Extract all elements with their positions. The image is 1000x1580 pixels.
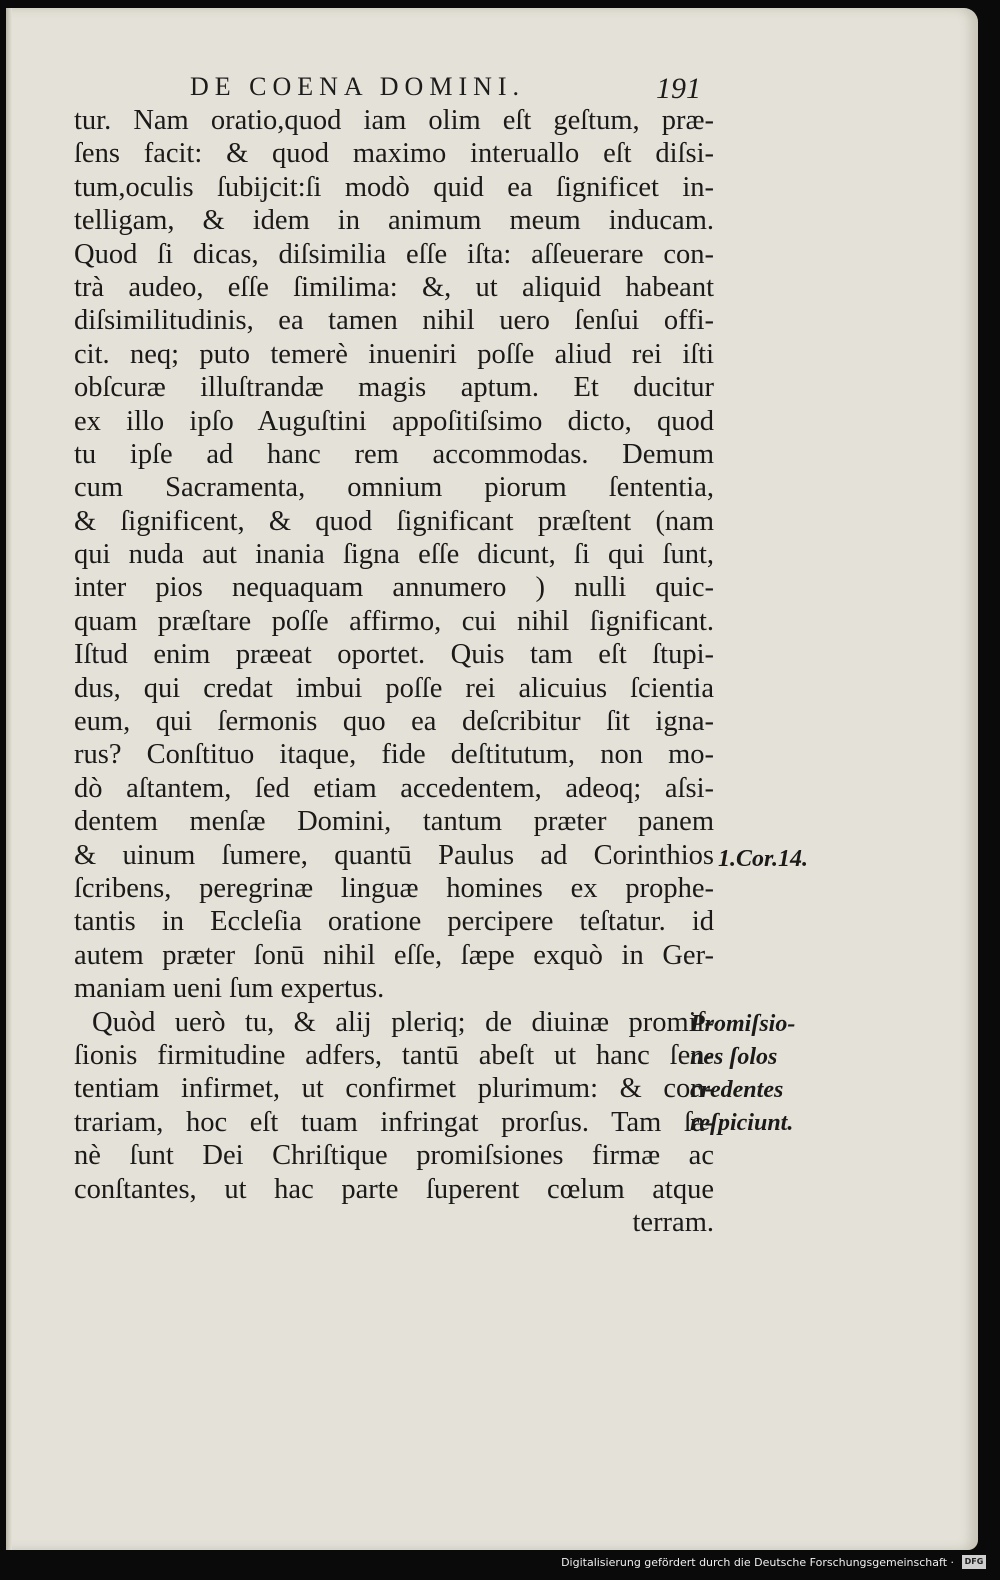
running-head: DE COENA DOMINI. — [190, 72, 526, 101]
page-number: 191 — [656, 72, 701, 105]
text-line: ſens facit: & quod maximo interuallo eſt diſsi- — [74, 138, 714, 170]
text-line: eum, qui ſermonis quo ea deſcribitur ſit igna- — [74, 706, 714, 738]
digitization-credit: Digitalisierung gefördert durch die Deutsche Forschungsgemeinschaft · — [561, 1556, 954, 1569]
text-line: Quod ſi dicas, diſsimilia eſſe iſta: aſſeuerare con- — [74, 238, 714, 270]
text-line: tum,oculis ſubijcit:ſi modò quid ea ſignificet in- — [74, 171, 714, 203]
text-line: nè ſunt Dei Chriſtique promiſsiones firmæ ac — [74, 1140, 714, 1172]
text-line: tantis in Eccleſia oratione percipere teſtatur. id — [74, 906, 714, 938]
margin-note — [690, 1008, 820, 1140]
text-line: dò aſtantem, ſed etiam accedentem, adeoq; aſsi- — [74, 772, 714, 804]
text-line: Iſtud enim præeat oportet. Quis tam eſt ſtupi- — [74, 639, 714, 671]
text-line: trà audeo, eſſe ſimilima: &, ut aliquid habeant — [74, 271, 714, 303]
text-line: tu ipſe ad hanc rem accommodas. Demum — [74, 438, 714, 470]
body-text — [74, 104, 714, 1239]
text-line: dus, qui credat imbui poſſe rei alicuius ſcientia — [74, 672, 714, 704]
text-line: terram. — [632, 1206, 714, 1238]
text-line: & ſignificent, & quod ſignificant præſtent (nam — [74, 505, 714, 537]
text-line: inter pios nequaquam annumero ) nulli quic- — [74, 572, 714, 604]
text-line: ſionis firmitudine adfers, tantū abeſt ut hanc ſen- — [74, 1039, 714, 1071]
text-line: Quòd uerò tu, & alij pleriq; de diuinæ promiſ- — [92, 1006, 714, 1038]
margin-note-line: Promiſsio- — [690, 1011, 796, 1037]
text-line: tur. Nam oratio,quod iam olim eſt geſtum, præ- — [74, 105, 714, 136]
text-line: rus? Conſtituo itaque, fide deſtitutum, non mo- — [74, 739, 714, 771]
margin-reference: 1.Cor.14. — [718, 846, 809, 872]
text-line: obſcuræ illuſtrandæ magis aptum. Et ducitur — [74, 372, 714, 404]
text-line: ſcribens, peregrinæ linguæ homines ex prophe- — [74, 872, 714, 904]
dfg-logo: DFG — [962, 1555, 986, 1569]
text-line: quam præſtare poſſe affirmo, cui nihil ſignificant. — [74, 605, 714, 637]
text-line: conſtantes, ut hac parte ſuperent cœlum atque — [74, 1173, 714, 1205]
text-line: cit. neq; puto temerè inueniri poſſe aliud rei iſti — [74, 338, 714, 370]
text-line: ex illo ipſo Auguſtini appoſitiſsimo dicto, quod — [74, 405, 714, 437]
text-line: diſsimilitudinis, ea tamen nihil uero ſenſui offi- — [74, 305, 714, 337]
text-line: qui nuda aut inania ſigna eſſe dicunt, ſi qui ſunt, — [74, 539, 714, 571]
text-line: trariam, hoc eſt tuam infringat prorſus. Tam ſa- — [74, 1106, 714, 1138]
margin-note-line: credentes — [690, 1077, 784, 1103]
text-line: autem præter ſonū nihil eſſe, ſæpe exquò in Ger- — [74, 939, 714, 971]
text-line: & uinum ſumere, quantū Paulus ad Corinthios — [74, 839, 714, 871]
text-line: telligam, & idem in animum meum inducam. — [74, 205, 714, 237]
text-line: tentiam infirmet, ut confirmet plurimum: & con- — [74, 1073, 714, 1105]
text-line: maniam ueni ſum expertus. — [74, 973, 385, 1005]
margin-note-line: reſpiciunt. — [690, 1110, 794, 1136]
text-line: dentem menſæ Domini, tantum præter panem — [74, 806, 714, 838]
page-gutter-shadow — [6, 8, 12, 1550]
margin-note-line: nes ſolos — [690, 1044, 778, 1070]
text-line: cum Sacramenta, omnium piorum ſententia, — [74, 472, 714, 504]
